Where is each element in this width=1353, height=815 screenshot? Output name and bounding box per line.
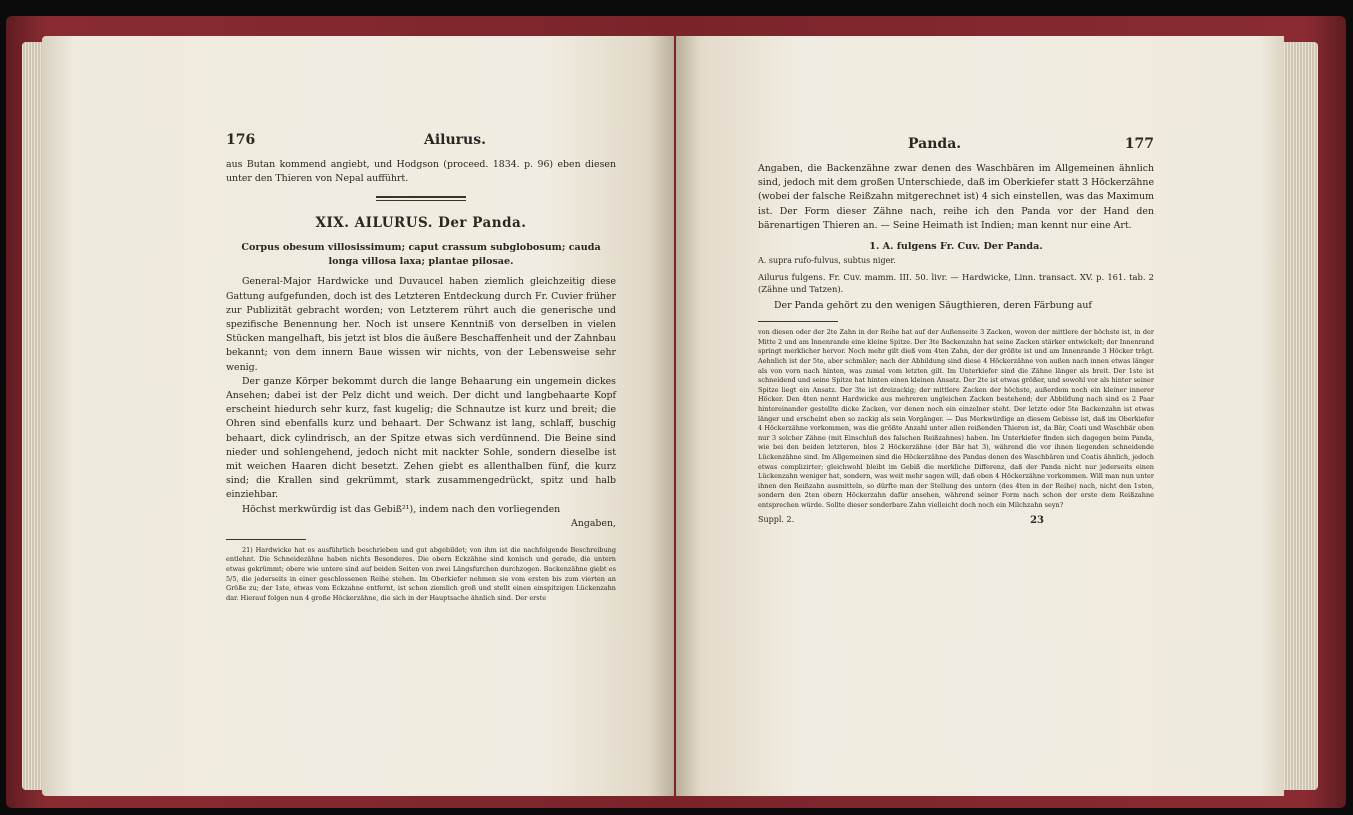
right-page — [676, 36, 1284, 796]
left-page-header — [226, 132, 616, 148]
left-footnote: 21) Hardwicke hat es ausführlich beschrieben und gut abgebildet; von ihm ist die nachfolgende Beschreibung entlehnt. Die Schneidezähne haben nichts Besonderes. Die obern Eckzähne sind konisch und gerade, die untern etwas gekrümmt; obere wie untere sind auf beiden Seiten von zwei Längsfurchen durchzogen. Backenzähne giebt es 5/5, die jederseits in einer geschlossenen Reihe stehen. Im Oberkiefer nehmen sie vom ersten bis zum vierten an Größe zu; der 1ste, etwas vom Eckzahne entfernt, ist schon ziemlich groß und stellt einen einspitzigen Lückenzahn dar. Hierauf folgen nun 4 große Höckerzähne, die sich in der Hauptsache ähnlich sind. Der erste — [226, 545, 616, 602]
left-intro-text: aus Butan kommend angiebt, und Hodgson (proceed. 1834. p. 96) eben diesen unter den Thieren von Nepal aufführt. — [226, 159, 616, 185]
right-paragraph-1: Angaben, die Backenzähne zwar denen des Waschbären im Allgemeinen ähnlich sind, jedoch mit dem großen Unterschiede, daß im Oberkiefer statt 3 Höckerzähne (wobei der falsche Reißzahn mitgerechnet ist) 4 sich einstellen, was das Maximum ist. Der Form dieser Zähne nach, reihe ich den Panda vor der Hand den bärenartigen Thieren an. — Seine Heimath ist Indien; man kennt nur eine Art. — [758, 163, 1154, 231]
right-footnote: von diesen oder der 2te Zahn in der Reihe hat auf der Außenseite 3 Zacken, wovon der mittlere der höchste ist, in der Mitte 2 und am Innenrande eine kleine Spitze. Der 3te Backenzahn hat seine Zacken stärker entwickelt; der Innenrand springt merklicher hervor. Noch mehr gilt dieß vom 4ten Zahn, der der größte ist und am Innenrande 3 Höcker trägt. Aehnlich ist der 5te, aber schmäler; nach der Abbildung sind diese 4 Höckerzähne von außen nach innen etwas länger als von vorn nach hinten, was zumal vom letzten gilt. Im Unterkiefer sind die Zähne länger als breit. Der 1ste ist schneidend und seine Spitze hat hinten einen kleinen Ansatz. Der 2te ist etwas größer, und sowohl vor als hinter seiner Spitze liegt ein Ansatz. Der 3te ist dreizackig; der mittlere Zacken der höchste, außerdem noch ein kleiner innerer Höcker. Den 4ten nennt Hardwicke aus mehreren ungleichen Zacken bestehend; der Abbildung nach sind es 2 Paar hintereinander gestellte dicke Zacken, vor denen noch ein einzelner steht. Der letzte oder 5te Backenzahn ist etwas länger und erscheint eben so zackig als sein Vorgänger. — Das Merkwürdige an diesem Gebisse ist, daß im Oberkiefer 4 Höckerzähne vorkommen, was die größte Anzahl unter allen reißenden Thieren ist, da Bär, Coati und Waschbär oben nur 3 solcher Zähne (mit Einschluß des falschen Reißzahnes) haben. Im Unterkiefer finden sich dagegen beim Panda, wie bei den beiden letzteren, blos 2 Höckerzähne (der Bär hat 3), während die vor ihnen liegenden schneidende Lückenzähne sind. Im Allgemeinen sind die Höckerzähne des Pandas denen des Waschbären und Coatis ähnlich, jedoch etwas complizirter; gleichwohl bleibt im Gebiß die merkliche Differenz, daß der Panda nicht nur jederseits einen Lückenzahn weniger hat, sondern, was weit mehr sagen will, daß oben 4 Höckerzähne vorkommen. Will man nun unter ihnen den Reißzahn ausmitteln, so dürfte man der Stellung des untern (des 4ten in der Reihe) nach, nicht den 1sten, sondern den 2ten obern Höckerzahn dafür ansehen, während seiner Form nach schon der erste dem Reißzahne entsprechen würde. Sollte dieser sonderbare Zahn vielleicht doch noch ein Milchzahn seyn? — [758, 328, 1154, 509]
right-page-header — [758, 136, 1154, 152]
left-page-number: 176 — [226, 132, 256, 148]
species-diagnosis: A. supra rufo-fulvus, subtus niger. — [758, 256, 896, 266]
left-paragraph-2: Der ganze Körper bekommt durch die lange Behaarung ein ungemein dickes Ansehen; dabei ist der Pelz dicht und weich. Der dicht und langbehaarte Kopf erscheint hiedurch sehr kurz, fast kugelig; die Schnautze ist kurz und breit; die Ohren sind ebenfalls kurz und behaart. Der Schwanz ist lang, schlaff, buschig behaart, dick cylindrisch, an der Spitze etwas sich verdünnend. Die Beine sind nieder und sohlengehend, jedoch nicht mit nackter Sohle, sondern dieselbe ist mit weichen Haaren dicht besetzt. Zehen giebt es allenthalben fünf, die kurz sind; die Krallen sind gekrümmt, stark zusammengedrückt, spitz und halb einziehbar. — [226, 375, 616, 501]
genus-diagnosis: Corpus obesum villosissimum; caput crassum subglobosum; cauda longa villosa laxa; plantae pilosae. — [241, 242, 601, 268]
left-catchword: Angaben, — [571, 517, 616, 529]
species-title: 1. A. fulgens Fr. Cuv. Der Panda. — [869, 241, 1043, 253]
right-running-head: Panda. — [908, 136, 962, 152]
left-page-edges — [22, 42, 44, 790]
right-page-number: 177 — [1124, 136, 1154, 152]
left-running-head: Ailurus. — [424, 132, 486, 148]
left-page-content — [226, 132, 616, 603]
section-divider — [376, 196, 466, 201]
left-paragraph-1: General-Major Hardwicke und Duvaucel haben ziemlich gleichzeitig diese Gattung aufgefunden, doch ist des Letzteren Entdeckung durch Fr. Cuvier früher zur Publizität gebracht worden; von Letzterem rührt auch die generische und spezifische Benennung her. Noch ist unsere Kenntniß von derselben in vielen Stücken mangelhaft, bis jetzt ist blos die äußere Beschaffenheit und der Zahnbau bekannt; von dem innern Baue wissen wir nichts, von der Lebensweise sehr wenig. — [226, 276, 616, 373]
signature-number: 23 — [1030, 514, 1044, 526]
signature-line — [758, 515, 1154, 526]
left-paragraph-3: Höchst merkwürdig ist das Gebiß²¹), indem nach den vorliegenden — [242, 503, 561, 515]
right-paragraph-2: Der Panda gehört zu den wenigen Säugthieren, deren Färbung auf — [774, 300, 1092, 312]
signature-mark: Suppl. 2. — [758, 514, 795, 524]
section-title: XIX. AILURUS. Der Panda. — [315, 215, 527, 232]
footnote-rule-right — [758, 321, 838, 322]
species-synonymy: Ailurus fulgens. Fr. Cuv. mamm. III. 50. livr. — Hardwicke, Linn. transact. XV. p. 161. tab. 2 (Zähne und Tatzen). — [758, 272, 1154, 295]
footnote-rule — [226, 539, 306, 540]
left-page — [42, 36, 674, 796]
book-spread — [6, 16, 1346, 808]
right-page-edges — [1284, 42, 1318, 790]
right-page-content — [758, 136, 1154, 526]
